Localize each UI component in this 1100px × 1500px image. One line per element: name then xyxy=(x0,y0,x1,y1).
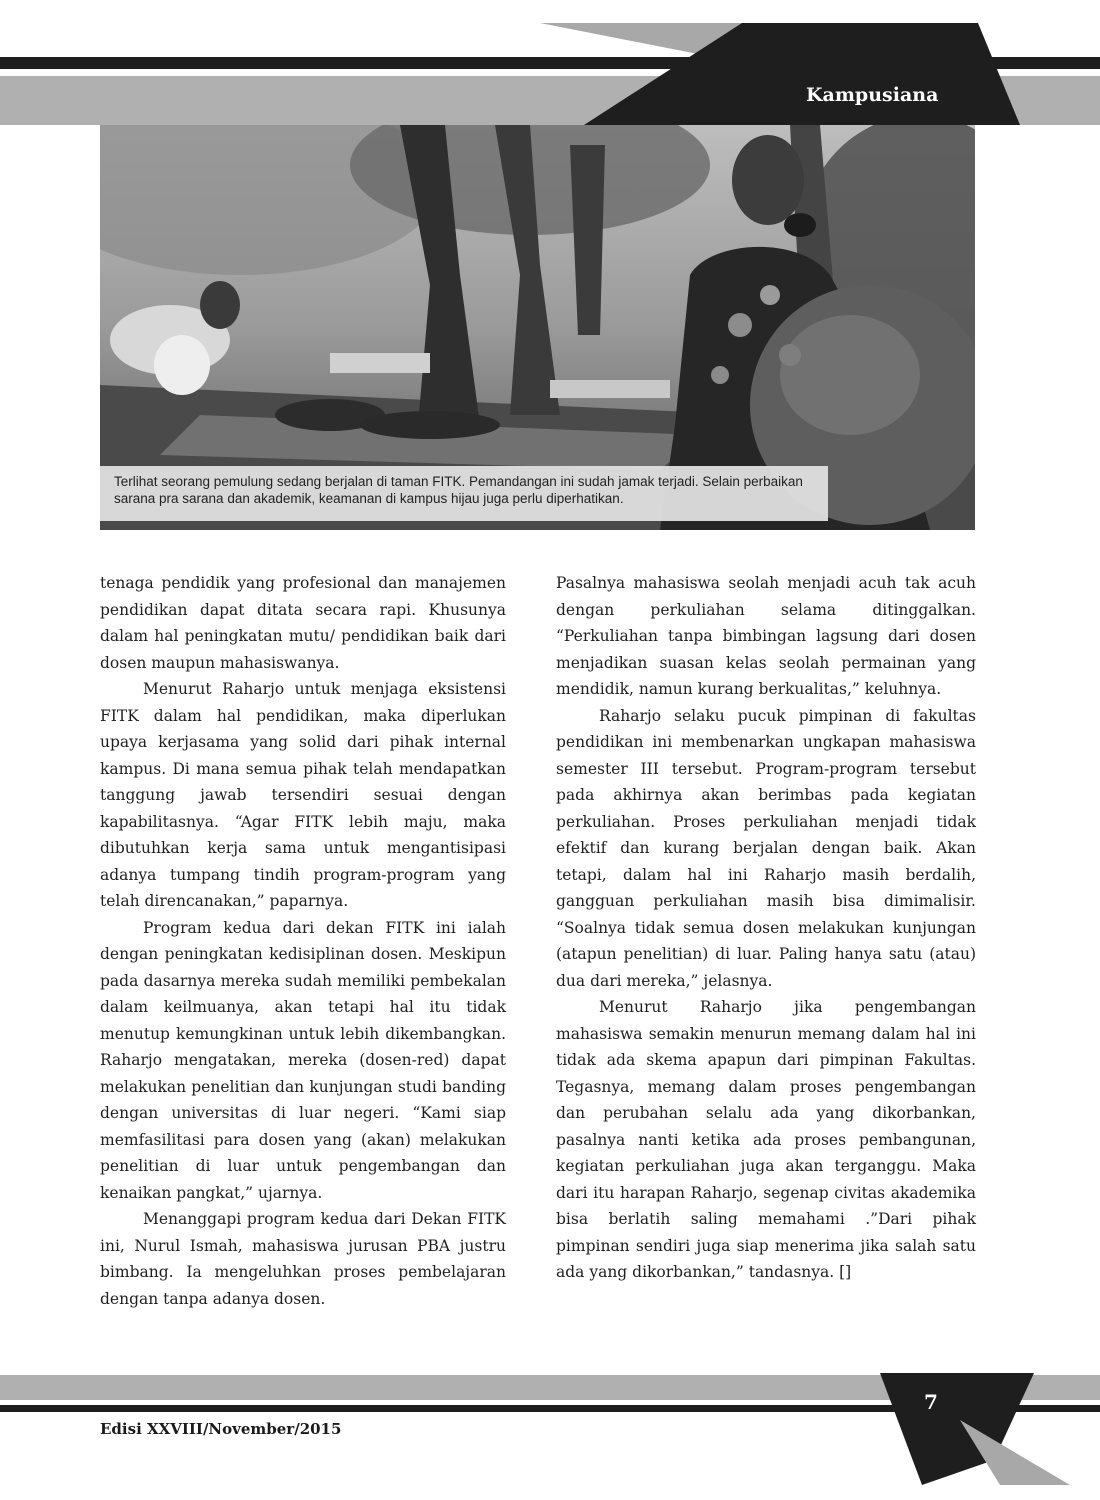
header-graphic xyxy=(0,0,1100,130)
paragraph: tenaga pendidik yang profesional dan manajemen pendidikan dapat ditata secara rapi. Khusunya dalam hal peningkatan mutu/ pendidikan baik dari dosen maupun mahasiswanya. xyxy=(100,574,506,672)
section-label: Kampusiana xyxy=(806,84,939,106)
paragraph: Program kedua dari dekan FITK ini ialah dengan peningkatan kedisiplinan dosen. Meskipun pada dasarnya mereka sudah memiliki pembekalan dalam keilmuanya, akan tetapi hal itu tidak menutup kemungkinan untuk lebih dikembangkan. Raharjo mengatakan, mereka (dosen-red) dapat melakukan penelitian dan kunjungan studi banding dengan universitas di luar negeri. “Kami siap memfasilitasi para dosen yang (akan) melakukan penelitian di luar untuk pengembangan dan kenaikan pangkat,” ujarnya. xyxy=(100,918,506,1202)
paragraph: Pasalnya mahasiswa seolah menjadi acuh tak acuh dengan perkuliahan selama ditinggalkan. “Perkuliahan tanpa bimbingan lagsung dari dosen menjadikan suasan kelas seolah permainan yang mendidik, namun kurang berkualitas,” keluhnya. xyxy=(556,574,976,698)
paragraph: Raharjo selaku pucuk pimpinan di fakultas pendidikan ini membenarkan ungkapan mahasiswa semester III tersebut. Program-program tersebut pada akhirnya akan berimbas pada kegiatan perkuliahan. Proses perkuliahan menjadi tidak efektif dan kurang berjalan dengan baik. Akan tetapi, dalam hal ini Raharjo masih berdalih, gangguan perkuliahan masih bisa dimimalisir. “Soalnya tidak semua dosen melakukan kunjungan (atapun penelitian) di luar. Paling hanya satu (atau) dua dari mereka,” jelasnya. xyxy=(556,706,976,990)
edition-label: Edisi XXVIII/November/2015 xyxy=(100,1420,342,1438)
page-number: 7 xyxy=(924,1390,938,1414)
paragraph: Menurut Raharjo untuk menjaga eksistensi FITK dalam hal pendidikan, maka diperlukan upaya kerjasama yang solid dari pihak internal kampus. Di mana semua pihak telah mendapatkan tanggung jawab tersendiri sesuai dengan kapabilitasnya. “Agar FITK lebih maju, maka dibutuhkan kerja sama untuk mengantisipasi adanya tumpang tindih program-program yang telah direncanakan,” paparnya. xyxy=(100,680,506,910)
paragraph: Menanggapi program kedua dari Dekan FITK ini, Nurul Ismah, mahasiswa jurusan PBA justru bimbang. Ia mengeluhkan proses pembelajaran dengan tanpa adanya dosen. xyxy=(100,1210,506,1308)
photo-caption: Terlihat seorang pemulung sedang berjalan di taman FITK. Pemandangan ini sudah jamak terjadi. Selain perbaikan sarana pra sarana dan akademik, keamanan di kampus hijau juga perlu diperhatikan. xyxy=(100,466,828,521)
article-column-right xyxy=(556,570,976,1286)
article-column-left xyxy=(100,570,506,1312)
paragraph: Menurut Raharjo jika pengembangan mahasiswa semakin menurun memang dalam hal ini tidak ada skema apapun dari pimpinan Fakultas. Tegasnya, memang dalam proses pengembangan dan perubahan selalu ada yang dikorbankan, pasalnya nanti ketika ada proses pembangunan, kegiatan perkuliahan juga akan terganggu. Maka dari itu harapan Raharjo, segenap civitas akademika bisa berlatih saling memahami .”Dari pihak pimpinan sendiri juga siap menerima jika salah satu ada yang dikorbankan,” tandasnya. [] xyxy=(556,998,976,1281)
